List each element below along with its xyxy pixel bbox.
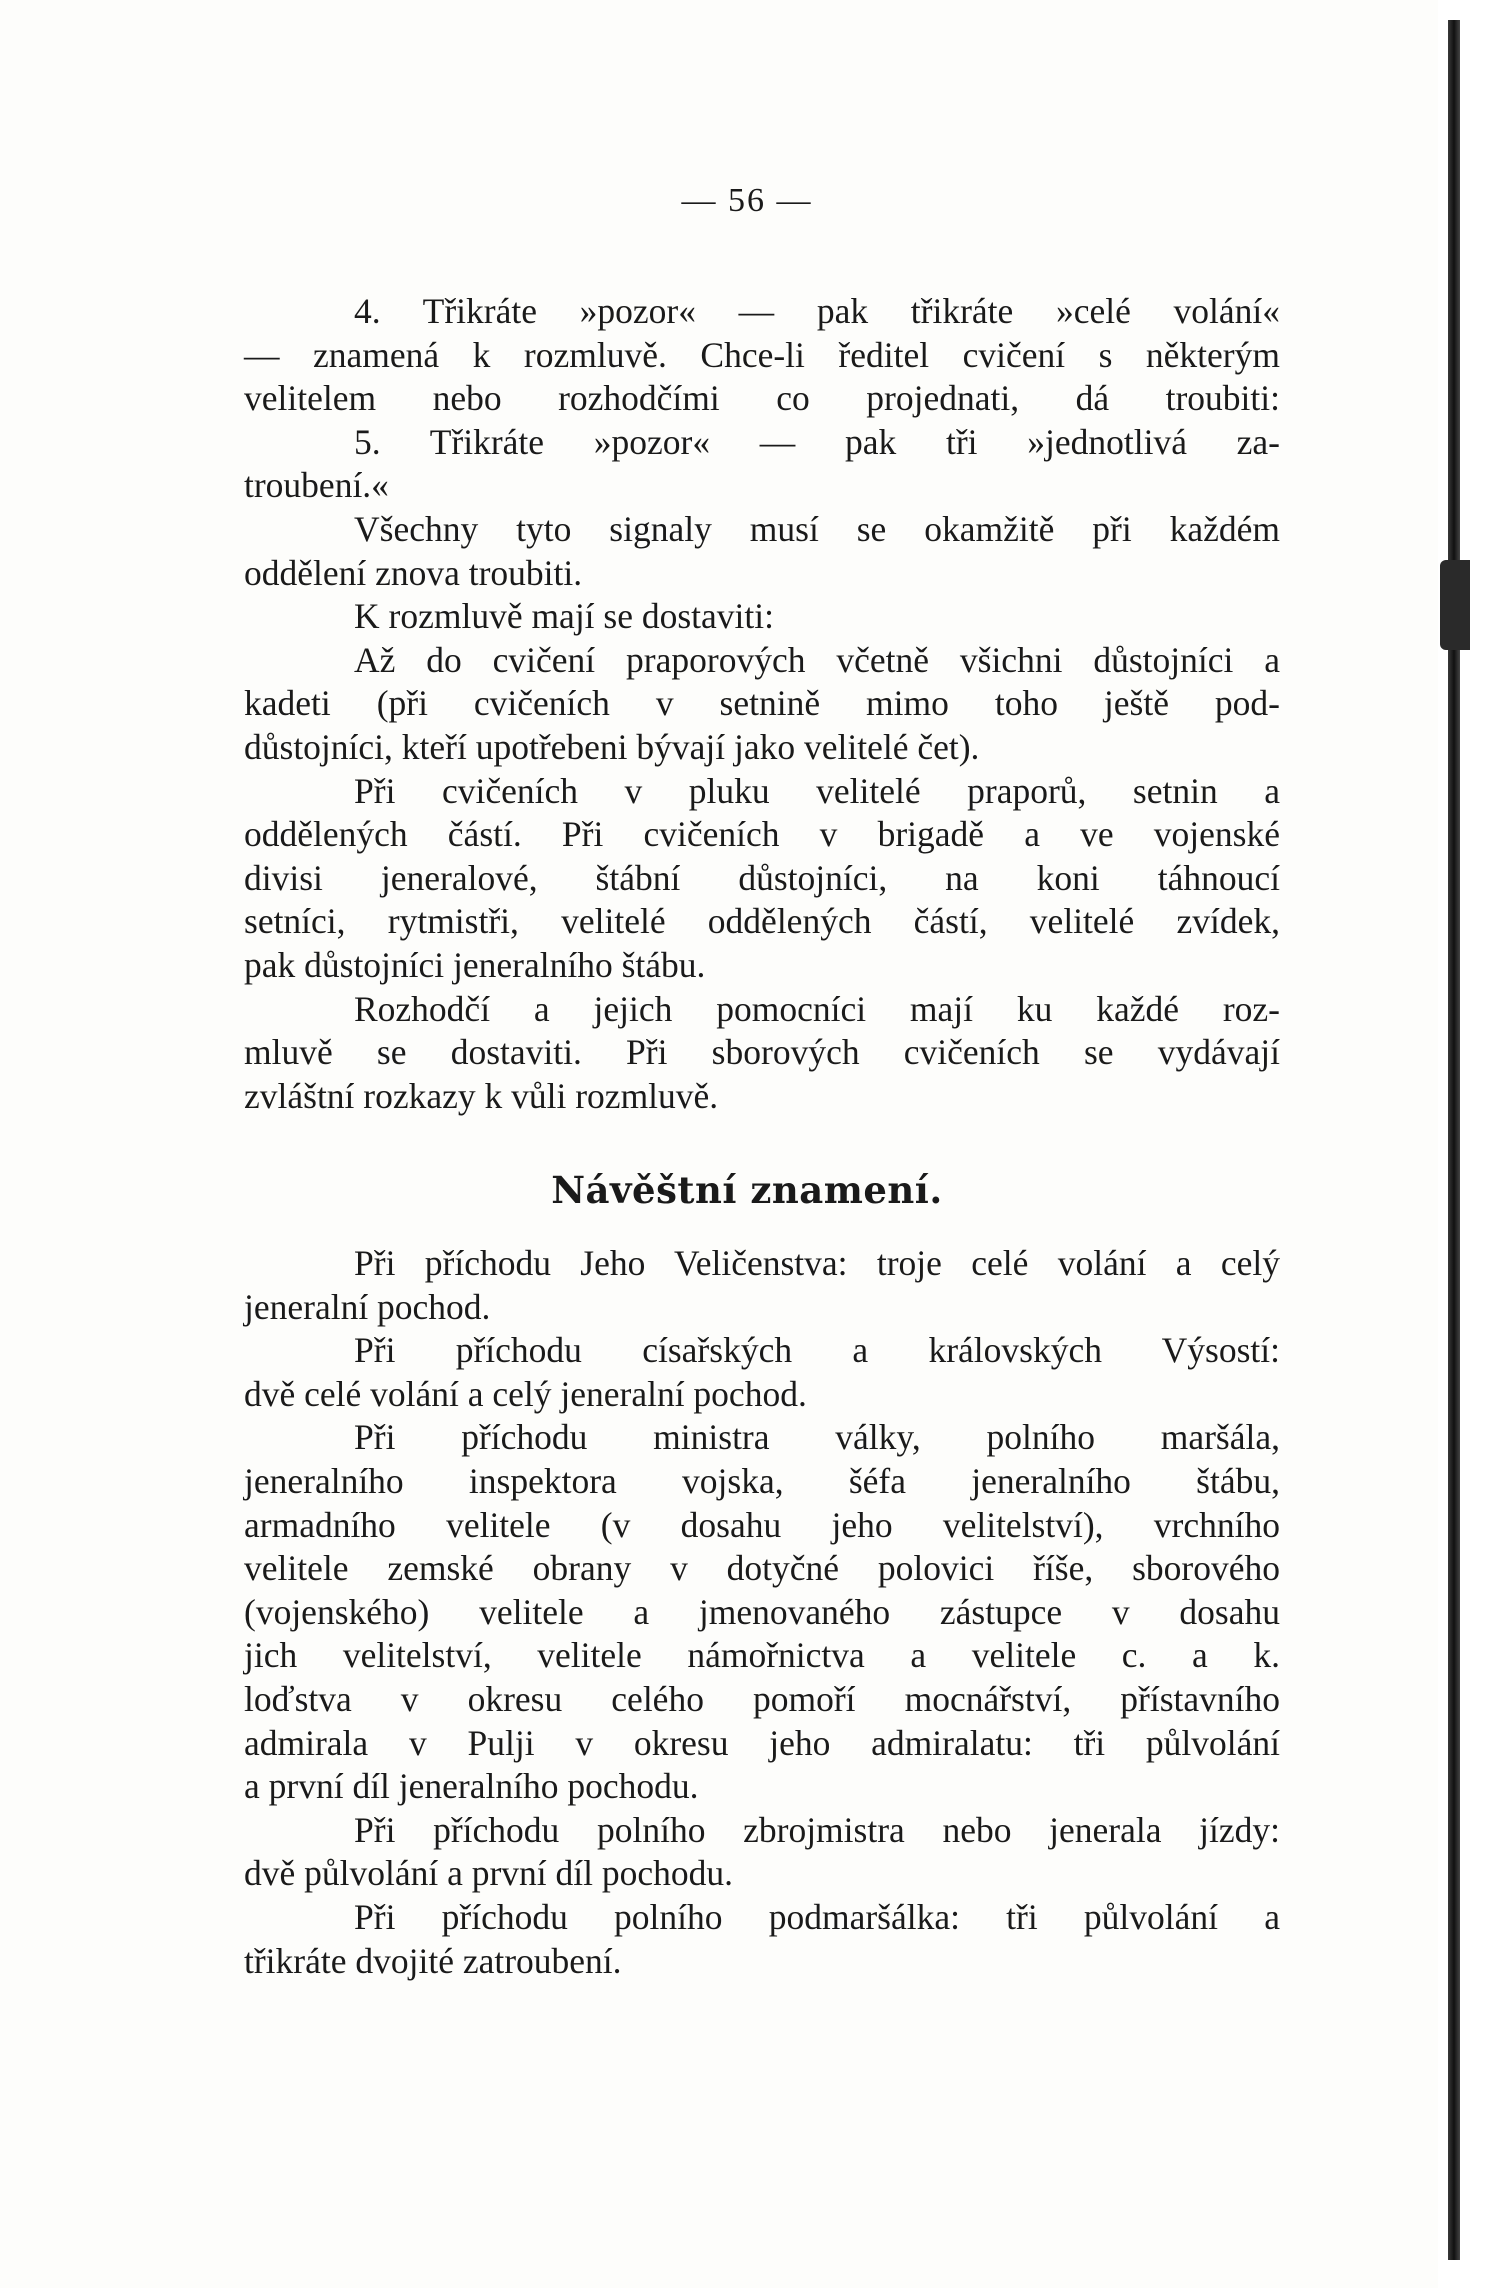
text-line: Při příchodu císařských a královských Výsostí: [354, 1330, 1280, 1371]
text-line: loďstva v okresu celého pomoří mocnářství, přístavního [244, 1678, 1280, 1719]
text-line: admirala v Pulji v okresu jeho admiralatu: tři půlvolání [244, 1722, 1280, 1763]
text-line: Při příchodu ministra války, polního maršála, [354, 1417, 1280, 1458]
text-line: Všechny tyto signaly musí se okamžitě při každém [354, 508, 1280, 549]
section-heading: Návěštní znamení. [551, 1168, 943, 1212]
text-line: jeneralní pochod. [244, 1286, 491, 1327]
text-line: divisi jeneralové, štábní důstojníci, na koni táhnoucí [244, 857, 1280, 898]
text-line: armadního velitele (v dosahu jeho velitelství), vrchního [244, 1504, 1280, 1545]
text-line: Při příchodu Jeho Veličenstva: troje celé volání a celý [354, 1243, 1280, 1283]
text-line: setníci, rytmistři, velitelé oddělených částí, velitelé zvídek, [244, 901, 1280, 942]
text-line: Rozhodčí a jejich pomocníci mají ku každé roz- [354, 988, 1280, 1029]
text-line: jich velitelství, velitele námořnictva a velitele c. a k. [244, 1635, 1280, 1676]
text-line: třikráte dvojité zatroubení. [244, 1940, 622, 1981]
text-line: Až do cvičení praporových včetně všichni důstojníci a [354, 639, 1280, 680]
text-line: troubení.« [244, 465, 389, 506]
text-line: oddělení znova troubiti. [244, 552, 583, 593]
page-edge-notch [1440, 560, 1470, 650]
page-number: — 56 — [681, 182, 813, 219]
text-line: velitelem nebo rozhodčími co projednati, dá troubiti: [244, 378, 1280, 419]
signals-section [244, 290, 1280, 1118]
text-line: — znamená k rozmluvě. Chce-li ředitel cvičení s některým [244, 334, 1280, 375]
text-line: K rozmluvě mají se dostaviti: [354, 596, 775, 637]
salute-section [244, 1242, 1280, 1983]
text-line: kadeti (při cvičeních v setnině mimo toho ještě pod- [244, 683, 1280, 724]
text-line: Při příchodu polního podmaršálka: tři půlvolání a [354, 1896, 1280, 1937]
text-line: Při příchodu polního zbrojmistra nebo jenerala jízdy: [354, 1809, 1280, 1850]
text-line: oddělených částí. Při cvičeních v brigadě a ve vojenské [244, 814, 1280, 855]
text-line: a první díl jeneralního pochodu. [244, 1766, 699, 1807]
text-line: mluvě se dostaviti. Při sborových cvičeních se vydávají [244, 1032, 1280, 1073]
text-line: dvě celé volání a celý jeneralní pochod. [244, 1373, 807, 1414]
text-line: zvláštní rozkazy k vůli rozmluvě. [244, 1075, 719, 1116]
text-line: 4. Třikráte »pozor« — pak třikráte »celé volání« [354, 291, 1280, 331]
page-edge-line [1448, 20, 1460, 2260]
text-line: velitele zemské obrany v dotyčné polovici říše, sborového [244, 1548, 1280, 1589]
text-line: (vojenského) velitele a jmenovaného zástupce v dosahu [244, 1591, 1280, 1632]
text-line: 5. Třikráte »pozor« — pak tři »jednotlivá za- [354, 421, 1280, 462]
text-line: dvě půlvolání a první díl pochodu. [244, 1853, 734, 1894]
text-line: Při cvičeních v pluku velitelé praporů, setnin a [354, 770, 1280, 811]
text-line: důstojníci, kteří upotřebeni bývají jako velitelé čet). [244, 726, 980, 767]
text-line: pak důstojníci jeneralního štábu. [244, 944, 706, 985]
text-line: jeneralního inspektora vojska, šéfa jeneralního štábu, [244, 1460, 1280, 1501]
page-edge [1438, 0, 1494, 2288]
